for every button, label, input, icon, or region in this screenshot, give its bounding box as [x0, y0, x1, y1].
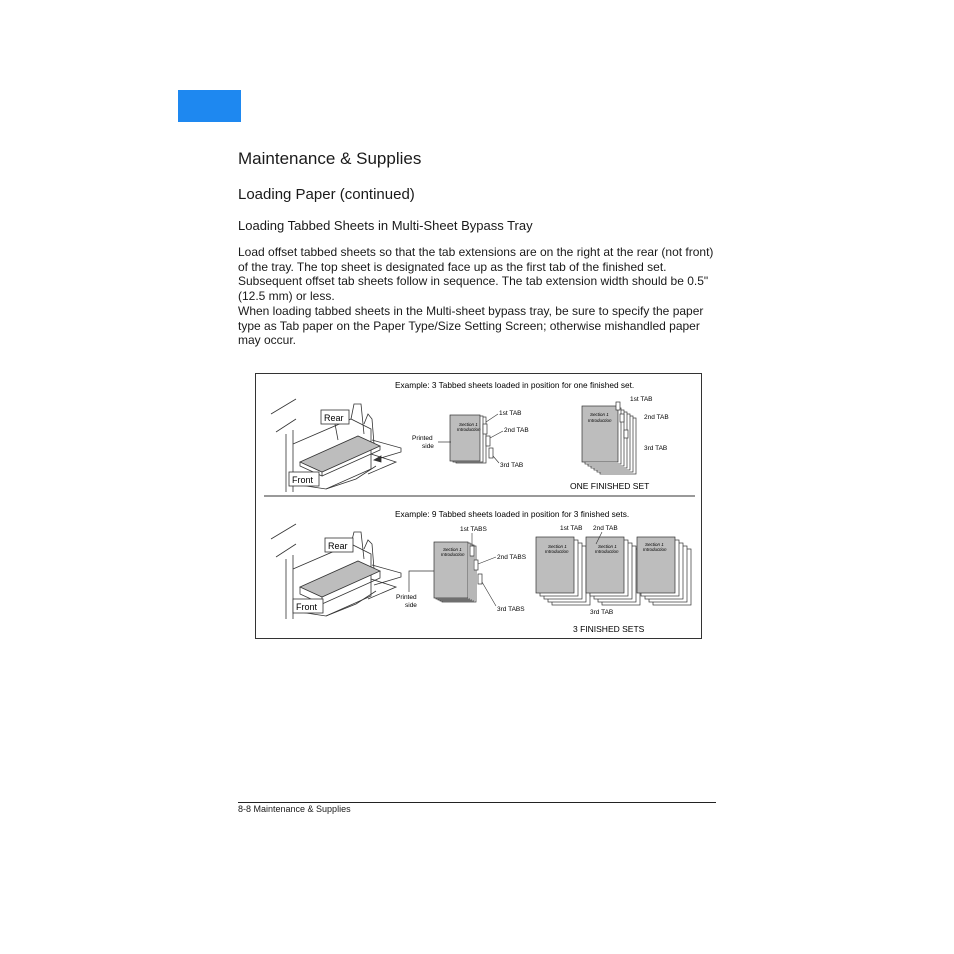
top-printed-side-line1: Printed [412, 435, 433, 442]
footer-rule [238, 802, 716, 803]
bottom-set2-sheet-line1: Section 1 [598, 544, 617, 549]
bottom-set3-sheet-line2: Introduction [643, 547, 667, 552]
bottom-stack-sheet-line1: Section 1 [443, 547, 462, 552]
bottom-set1-sheet-line2: Introduction [545, 549, 569, 554]
bottom-printed-side-arrow [409, 571, 434, 592]
bottom-tabs3-leader [482, 582, 496, 606]
top-tab3-label: 3rd TAB [500, 462, 524, 469]
bottom-set-caption: 3 FINISHED SETS [573, 624, 645, 634]
bottom-printed-side-line1: Printed [396, 594, 417, 601]
topic-title: Loading Tabbed Sheets in Multi-Sheet Bypass Tray [238, 218, 533, 233]
top-rear-pointer [335, 424, 338, 440]
bottom-set3-sheet-line1: Section 1 [645, 542, 664, 547]
page-footer: 8-8 Maintenance & Supplies [238, 804, 351, 814]
top-set-sheet-line1: Section 1 [590, 412, 609, 417]
tabbed-sheets-figure [255, 373, 702, 639]
bottom-tabs2-leader [478, 557, 496, 564]
top-rear-label: Rear [324, 413, 344, 423]
top-set-caption: ONE FINISHED SET [570, 481, 650, 491]
top-tab1-label: 1st TAB [499, 410, 522, 417]
bottom-tabs1-label: 1st TABS [460, 526, 487, 533]
bottom-tabs2-label: 2nd TABS [497, 554, 527, 561]
top-tab2-label: 2nd TAB [504, 427, 529, 434]
top-set-tab1-label: 1st TAB [630, 396, 653, 403]
paragraph-paper-type: When loading tabbed sheets in the Multi-sheet bypass tray, be sure to specify the paper type as Tab paper on the Paper Type/Size Setting Screen; otherwise mishandled paper may occur. [238, 303, 704, 348]
top-front-label: Front [292, 475, 314, 485]
bottom-rear-label: Rear [328, 541, 348, 551]
bottom-caption: Example: 9 Tabbed sheets loaded in position for 3 finished sets. [395, 509, 630, 519]
body-text [238, 245, 718, 348]
top-caption: Example: 3 Tabbed sheets loaded in position for one finished set. [395, 380, 635, 390]
bottom-set2-sheet-line2: Introduction [595, 549, 619, 554]
subsection-title: Loading Paper (continued) [238, 186, 415, 203]
bottom-set-tab1-label: 1st TAB [560, 525, 583, 532]
top-stack-sheet-line1: Section 1 [459, 422, 478, 427]
top-set-tab2-label: 2nd TAB [644, 414, 669, 421]
bottom-set-tab2-label: 2nd TAB [593, 525, 618, 532]
figure-illustration [256, 374, 703, 640]
bottom-tabs3-label: 3rd TABS [497, 606, 525, 613]
chapter-tab-marker [178, 90, 241, 122]
top-tab3-leader [493, 456, 499, 463]
bottom-set1-sheet-line1: Section 1 [548, 544, 567, 549]
top-tab2-leader [490, 431, 503, 438]
bottom-stack-sheet-line2: Introduction [441, 552, 465, 557]
top-set-sheet-line2: Introduction [588, 418, 612, 423]
bottom-front-label: Front [296, 602, 318, 612]
top-tab1-leader [486, 414, 498, 422]
paragraph-tab-orientation: Load offset tabbed sheets so that the tab extensions are on the right at the rear (not front) of the tray. The top sheet is designated face up as the first tab of the finished set. Subsequent offset tab sheets follow in sequence. The tab extension width should be 0.5" (12.5 mm) or less. [238, 245, 714, 304]
bottom-printed-side-line2: side [405, 602, 417, 609]
section-title: Maintenance & Supplies [238, 149, 422, 168]
top-set-tab3-label: 3rd TAB [644, 445, 668, 452]
bottom-set-tab3-label: 3rd TAB [590, 609, 614, 616]
top-printed-side-line2: side [422, 443, 434, 450]
top-stack-sheet-line2: Introduction [457, 427, 481, 432]
